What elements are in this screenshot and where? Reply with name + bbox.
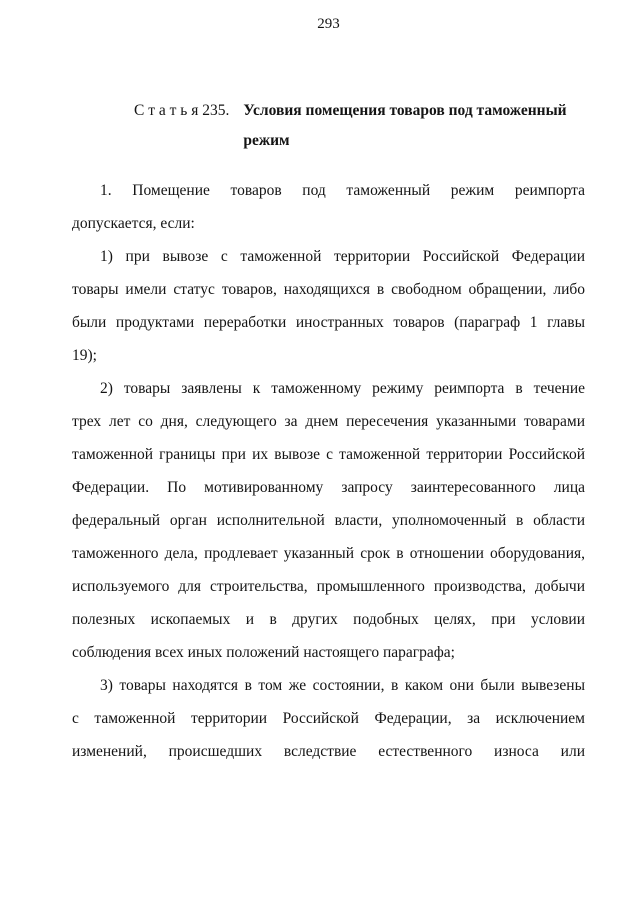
text-line: федеральный орган исполнительной власти, уполномоченный в области	[72, 512, 585, 529]
text-line: с таможенной территории Российской Федерации, за исключением	[72, 710, 585, 727]
text-line: 2) товары заявлены к таможенному режиму реимпорта в течение	[100, 380, 585, 397]
text-line: Федерации. По мотивированному запросу заинтересованного лица	[72, 479, 585, 496]
article-number: С т а т ь я 235.	[134, 102, 230, 119]
page-number: 293	[317, 16, 340, 32]
article-title-line: режим	[243, 132, 290, 149]
paragraph	[72, 240, 585, 372]
article-title	[243, 96, 566, 156]
text-line: были продуктами переработки иностранных товаров (параграф 1 главы	[72, 314, 585, 331]
text-line: 1. Помещение товаров под таможенный режим реимпорта	[100, 182, 585, 199]
paragraph	[72, 669, 585, 768]
text-line: изменений, происшедших вследствие естественного износа или	[72, 743, 585, 760]
text-line: допускается, если:	[72, 215, 195, 232]
text-line: 19);	[72, 347, 97, 364]
text-line: полезных ископаемых и в других подобных целях, при условии	[72, 611, 585, 628]
article-heading	[72, 96, 585, 156]
article-title-line: Условия помещения товаров под таможенный	[243, 102, 567, 119]
text-line: трех лет со дня, следующего за днем пересечения указанными товарами	[72, 413, 585, 430]
text-line: таможенной границы при их вывозе с таможенной территории Российской	[72, 446, 585, 463]
paragraph	[72, 372, 585, 669]
text-line: соблюдения всех иных положений настоящего параграфа;	[72, 644, 455, 661]
text-line: таможенного дела, продлевает указанный срок в отношении оборудования,	[72, 545, 585, 562]
text-line: используемого для строительства, промышленного производства, добычи	[72, 578, 585, 595]
text-line: 3) товары находятся в том же состоянии, в каком они были вывезены	[100, 677, 585, 694]
text-line: 1) при вывозе с таможенной территории Российской Федерации	[100, 248, 585, 265]
text-line: товары имели статус товаров, находящихся в свободном обращении, либо	[72, 281, 585, 298]
paragraph	[72, 174, 585, 240]
